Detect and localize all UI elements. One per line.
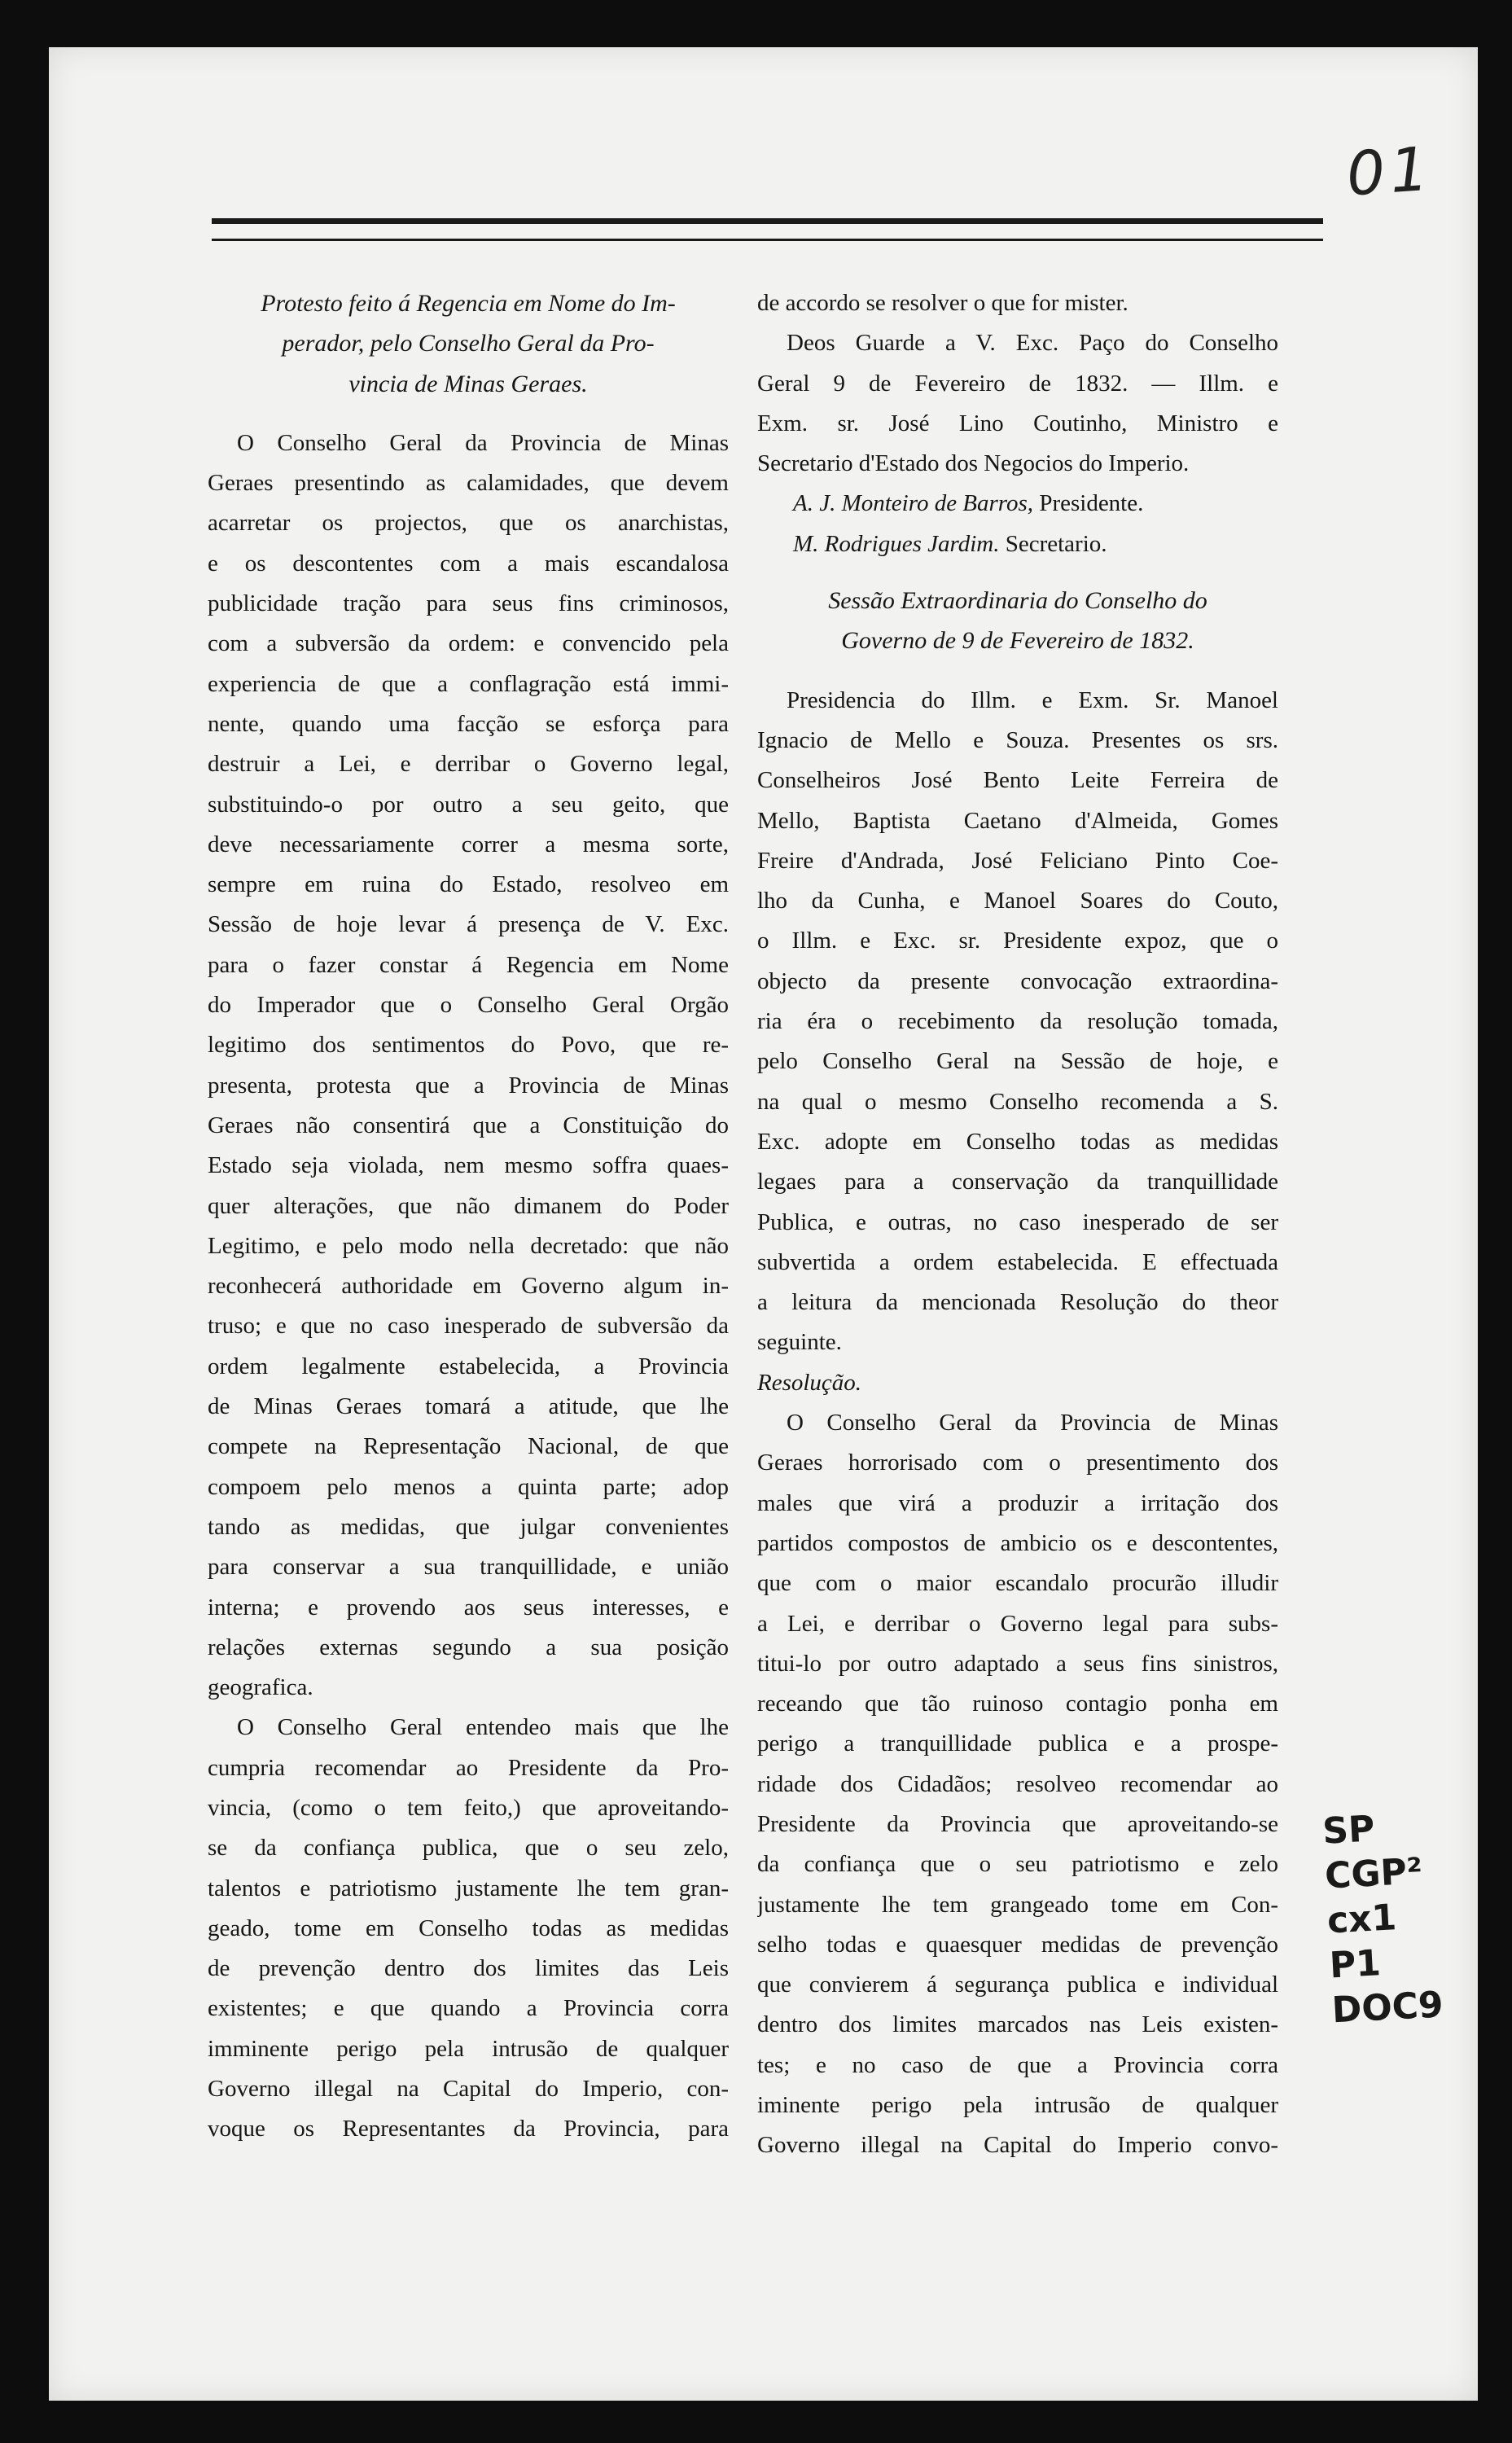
text-line: dentro dos limites marcados nas Leis existen- [757,2011,1278,2038]
text-line: Geraes presentindo as calamidades, que devem [208,470,729,497]
text-line: compete na Representação Nacional, de que [208,1433,729,1460]
text-line: imminente perigo pela intrusão de qualquer [208,2035,729,2062]
text-line: destruir a Lei, e derribar o Governo legal, [208,751,729,778]
text-line: compoem pelo menos a quinta parte; adop [208,1473,729,1500]
text-line: de accordo se resolver o que for mister. [757,290,1129,316]
text-line: subvertida a ordem estabelecida. E effectuada [757,1248,1278,1275]
text-line: ordem legalmente estabelecida, a Provincia [208,1353,729,1379]
annotation-line: DOC9 [1330,1984,1444,2032]
text-line: Estado seja violada, nem mesmo soffra quaes- [208,1152,729,1179]
text-line: a leitura da mencionada Resolução do theor [757,1289,1278,1316]
text-line: de Minas Geraes tomará a atitude, que lhe [208,1393,729,1420]
text-line: perigo a tranquillidade publica e a prospe- [757,1730,1278,1757]
annotation-line: P1 [1328,1942,1383,1987]
text-line: nente, quando uma facção se esforça para [208,710,729,737]
text-line: legaes para a conservação da tranquillidade [757,1169,1278,1195]
top-double-rule [212,218,1323,241]
session-paragraph [757,681,1278,1363]
text-line: Legitimo, e pelo modo nella decretado: que não [208,1232,729,1259]
text-line: publicidade tração para seus fins criminosos, [208,590,729,617]
text-line: seguinte. [757,1329,842,1356]
text-line: Presidente da Provincia que aproveitando-se [757,1810,1278,1837]
text-line: Governo illegal na Capital do Imperio, con- [208,2076,729,2103]
text-line: na qual o mesmo Conselho recomenda a S. [757,1088,1278,1115]
text-line: da confiança que o seu patriotismo e zelo [757,1851,1278,1878]
text-line: com a subversão da ordem: e convencido pela [208,630,729,657]
text-line: Ignacio de Mello e Souza. Presentes os srs. [757,726,1278,753]
heading-line: Protesto feito á Regencia em Nome do Im- [261,290,676,317]
text-line: experiencia de que a conflagração está immi- [208,670,729,697]
archive-reference-annotation [1321,1804,1444,2033]
right-column [757,283,1278,2166]
text-line: partidos compostos de ambicio os e descontentes, [757,1529,1278,1556]
text-line: vincia, (como o tem feito,) que aproveitando- [208,1794,729,1821]
folio-number: 01 [1343,134,1435,210]
resolution-paragraph [757,1403,1278,2166]
text-line: que convierem á segurança publica e individual [757,1972,1278,1998]
text-line: presenta, protesta que a Provincia de Minas [208,1072,729,1099]
signature-secretary-name: M. Rodrigues Jardim. [793,530,1000,557]
annotation-line: SP [1321,1808,1376,1853]
text-line: objecto da presente convocação extraordina- [757,967,1278,994]
text-line: do Imperador que o Conselho Geral Orgão [208,992,729,1019]
document-page [49,47,1478,2401]
text-line: para o fazer constar á Regencia em Nome [208,951,729,978]
text-line: justamente lhe tem grangeado tome em Con- [757,1891,1278,1918]
text-line: Geral 9 de Fevereiro de 1832. — Illm. e [757,370,1278,397]
text-line: O Conselho Geral da Provincia de Minas [787,1410,1278,1436]
text-line: interna; e provendo aos seus interesses, e [208,1594,729,1621]
text-line: Secretario d'Estado dos Negocios do Imperio. [757,450,1190,477]
text-line: que com o maior escandalo procurão illudir [757,1570,1278,1597]
text-line: Mello, Baptista Caetano d'Almeida, Gomes [757,807,1278,834]
text-line: Sessão de hoje levar á presença de V. Exc. [208,911,729,938]
signature-secretary [757,524,1278,564]
text-line: tes; e no caso de que a Provincia corra [757,2051,1278,2078]
text-line: truso; e que no caso inesperado de subversão da [208,1313,729,1340]
protest-paragraph-1 [208,423,729,1708]
protest-paragraph-2 [208,1708,729,2149]
text-line: reconhecerá authoridade em Governo algum in- [208,1273,729,1300]
text-line: Exm. sr. José Lino Coutinho, Ministro e [757,410,1278,436]
signature-secretary-role: Secretario. [1005,530,1107,557]
text-line: iminente perigo pela intrusão de qualquer [757,2092,1278,2119]
text-line: talentos e patriotismo justamente lhe tem gran- [208,1875,729,1901]
signature-president-role: Presidente. [1039,490,1144,517]
text-line: Publica, e outras, no caso inesperado de ser [757,1208,1278,1235]
text-line: quer alterações, que não dimanem do Poder [208,1192,729,1219]
resolution-subheading: Resolução. [757,1369,862,1396]
text-line: o Illm. e Exc. sr. Presidente expoz, que o [757,928,1278,954]
heading-line: Governo de 9 de Fevereiro de 1832. [841,627,1194,655]
text-line: selho todas e quaesquer medidas de prevenção [757,1931,1278,1958]
heading-line: vincia de Minas Geraes. [348,370,588,397]
text-line: lho da Cunha, e Manoel Soares do Couto, [757,888,1278,914]
text-line: Geraes não consentirá que a Constituição do [208,1112,729,1138]
annotation-line: CGP² [1323,1850,1424,1897]
text-line: geografica. [208,1674,313,1701]
text-line: relações externas segundo a sua posição [208,1634,729,1660]
text-line: Deos Guarde a V. Exc. Paço do Conselho [787,330,1278,357]
annotation-line: cx1 [1326,1897,1398,1942]
text-line: existentes; e que quando a Provincia corra [208,1995,729,2022]
text-line: se da confiança publica, que o seu zelo, [208,1835,729,1862]
text-line: receando que tão ruinoso contagio ponha em [757,1691,1278,1717]
text-line: geado, tome em Conselho todas as medidas [208,1914,729,1941]
text-line: pelo Conselho Geral na Sessão de hoje, e [757,1048,1278,1075]
text-line: e os descontentes com a mais escandalosa [208,550,729,577]
text-line: titui-lo por outro adaptado a seus fins sinistros, [757,1650,1278,1677]
text-line: Freire d'Andrada, José Feliciano Pinto Coe- [757,847,1278,874]
heading-line: Sessão Extraordinaria do Conselho do [828,587,1207,615]
text-line: deve necessariamente correr a mesma sorte, [208,831,729,857]
signature-president [757,484,1278,524]
text-line: males que virá a produzir a irritação dos [757,1489,1278,1516]
text-line: O Conselho Geral entendeo mais que lhe [237,1714,729,1741]
text-line: Presidencia do Illm. e Exm. Sr. Manoel [787,686,1278,713]
closing-formula [757,323,1278,484]
text-line: O Conselho Geral da Provincia de Minas [237,429,729,456]
protest-continuation [757,283,1278,323]
text-line: voque os Representantes da Provincia, para [208,2116,729,2143]
signature-president-name: A. J. Monteiro de Barros, [793,490,1034,517]
text-line: cumpria recomendar ao Presidente da Pro- [208,1754,729,1781]
text-line: a Lei, e derribar o Governo legal para subs- [757,1610,1278,1637]
text-line: de prevenção dentro dos limites das Leis [208,1955,729,1982]
text-line: tando as medidas, que julgar convenientes [208,1513,729,1540]
text-line: ria éra o recebimento da resolução tomada, [757,1008,1278,1035]
text-line: ridade dos Cidadãos; resolveo recomendar ao [757,1770,1278,1797]
text-line: Conselheiros José Bento Leite Ferreira de [757,767,1278,794]
text-line: acarretar os projectos, que os anarchistas, [208,510,729,537]
text-line: Geraes horrorisado com o presentimento dos [757,1450,1278,1476]
text-line: substituindo-o por outro a seu geito, que [208,791,729,818]
text-line: para conservar a sua tranquillidade, e união [208,1554,729,1581]
heading-line: perador, pelo Conselho Geral da Pro- [282,330,655,357]
text-line: Exc. adopte em Conselho todas as medidas [757,1128,1278,1155]
protest-heading [208,283,729,404]
text-line: Governo illegal na Capital do Imperio convo- [757,2132,1278,2159]
text-line: legitimo dos sentimentos do Povo, que re- [208,1032,729,1059]
left-column [208,283,729,2150]
session-heading [757,581,1278,661]
text-line: sempre em ruina do Estado, resolveo em [208,871,729,898]
